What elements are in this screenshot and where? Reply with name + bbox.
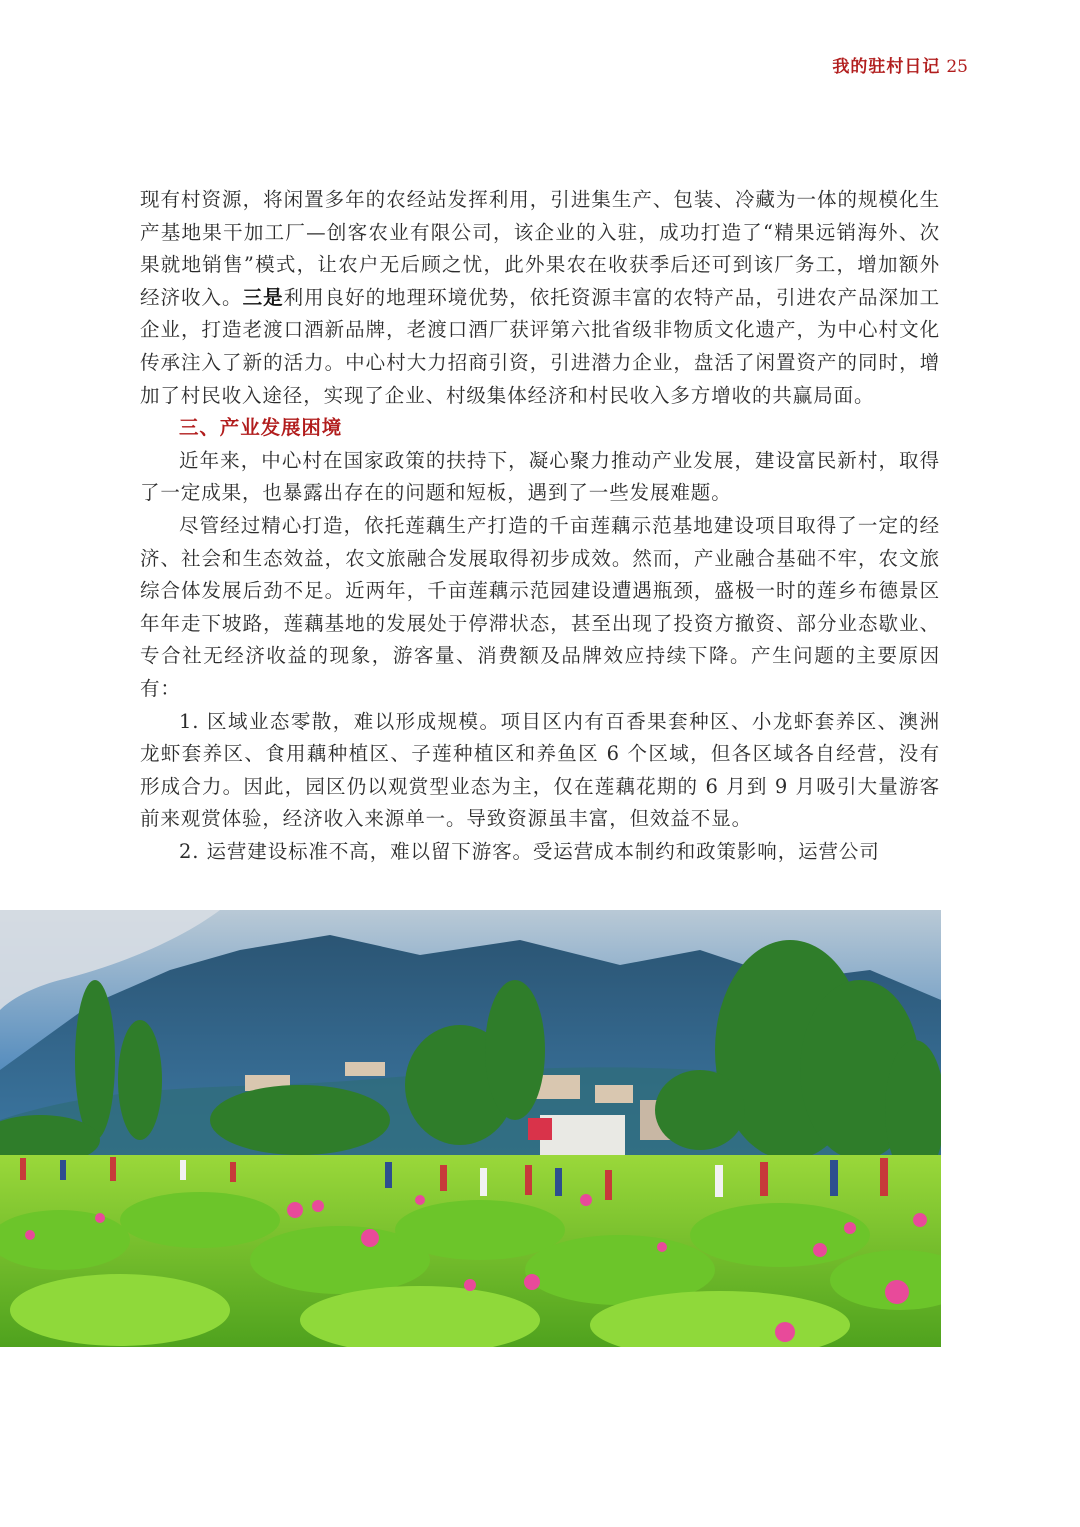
paragraph: 近年来，中心村在国家政策的扶持下，凝心聚力推动产业发展，建设富民新村，取得了一定成果，也暴露出存在的问题和短板，遇到了一些发展难题。 <box>140 448 940 505</box>
section-heading: 三、产业发展困境 <box>179 416 343 440</box>
signboard <box>528 1118 552 1140</box>
page-number: 25 <box>946 57 968 77</box>
book-title: 我的驻村日记 <box>832 57 941 77</box>
continued-paragraph <box>140 184 940 412</box>
lotus-field-photo <box>0 910 941 1347</box>
running-head <box>832 56 968 78</box>
emphasis-san-shi: 三是 <box>242 285 284 309</box>
list-item-1: 1. 区域业态零散，难以形成规模。项目区内有百香果套种区、小龙虾套养区、澳洲龙虾套养区、食用藕种植区、子莲种植区和养鱼区 6 个区域，但各区域各自经营，没有形成合力。因此，园区仍以观赏型业态为主，仅在莲藕花期的 6 月到 9 月吸引大量游客前来观赏体验，经济收入来源单一。导致资源虽丰富，但效益不显。 <box>140 709 940 831</box>
body-text <box>140 184 940 868</box>
paragraph-text: 利用良好的地理环境优势，依托资源丰富的农特产品，引进农产品深加工企业，打造老渡口酒新品牌，老渡口酒厂获评第六批省级非物质文化遗产，为中心村文化传承注入了新的活力。中心村大力招商引资，引进潜力企业，盘活了闲置资产的同时，增加了村民收入途径，实现了企业、村级集体经济和村民收入多方增收的共赢局面。 <box>140 285 940 407</box>
paragraph-text: 现有村资源，将闲置多年的农经站发挥利用，引进集生产、包装、冷藏为一体的规模化生产基地果干加工厂—创客农业有限公司，该企业的入驻，成功打造了“精果远销海外、次果就地销售”模式，让农户无后顾之忧，此外果农在收获季后还可到该厂务工，增加额外经济收入。 <box>140 188 940 309</box>
paragraph: 尽管经过精心打造，依托莲藕生产打造的千亩莲藕示范基地建设项目取得了一定的经济、社会和生态效益，农文旅融合发展取得初步成效。然而，产业融合基础不牢，农文旅综合体发展后劲不足。近两年，千亩莲藕示范园建设遭遇瓶颈，盛极一时的莲乡布德景区年年走下坡路，莲藕基地的发展处于停滞状态，甚至出现了投资方撤资、部分业态歇业、专合社无经济收益的现象，游客量、消费额及品牌效应持续下降。产生问题的主要原因有： <box>140 513 940 700</box>
list-item-2: 2. 运营建设标准不高，难以留下游客。受运营成本制约和政策影响，运营公司 <box>179 839 880 863</box>
